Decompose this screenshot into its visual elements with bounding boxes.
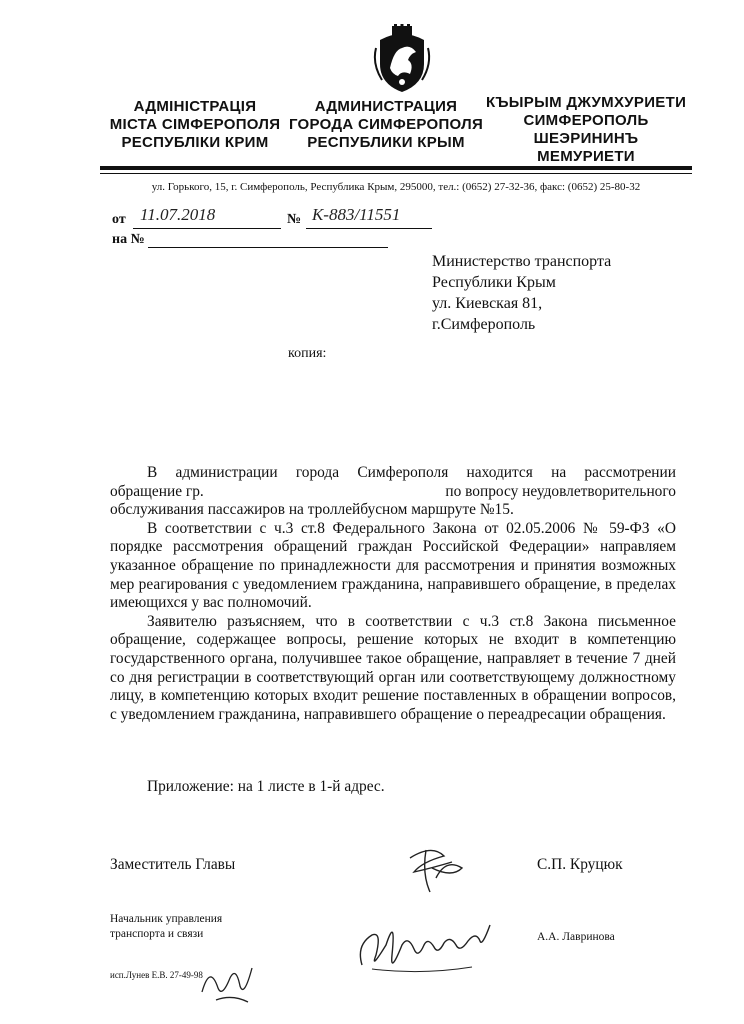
deputy-name: С.П. Круцюк	[537, 856, 623, 873]
header-crimean-tatar-line: МЕМУРИЕТИ	[537, 148, 635, 165]
header-ukrainian-line: МІСТА СІМФЕРОПОЛЯ	[109, 116, 281, 133]
paragraph-1-line-2-end: по вопросу неудовлетворительного	[445, 482, 676, 500]
recipient-line: Министерство транспорта	[432, 253, 612, 270]
header-russian	[288, 98, 484, 152]
header-ukrainian-line: АДМІНІСТРАЦІЯ	[133, 98, 257, 115]
outgoing-number: К-883/11551	[312, 205, 401, 224]
attachment-note: Приложение: на 1 листе в 1-й адрес.	[147, 778, 385, 795]
outgoing-date: 11.07.2018	[140, 205, 216, 224]
date-underline	[133, 228, 281, 229]
header-russian-line: АДМИНИСТРАЦИЯ	[314, 98, 458, 115]
header-rule-thin	[100, 173, 692, 174]
recipient-line: ул. Киевская 81,	[432, 295, 543, 312]
letter-body	[110, 464, 676, 724]
head-title	[110, 912, 222, 942]
header-crimean-tatar-line: ШЕЭРИНИНЪ	[533, 130, 639, 147]
paragraph-1-line-1: В администрации города Симферополя находится на рассмотрении	[147, 464, 676, 481]
on-number-underline	[148, 247, 388, 248]
head-name: А.А. Лавринова	[537, 931, 615, 943]
deputy-signature	[392, 838, 472, 898]
address-line: ул. Горького, 15, г. Симферополь, Республика Крым, 295000, тел.: (0652) 27-32-36, факс: (0652) 25-80-32	[151, 181, 641, 193]
header-crimean-tatar-line: КЪЫРЫМ ДЖУМХУРИЕТИ	[486, 94, 687, 111]
paragraph-1-line-2-start: обращение гр.	[110, 482, 204, 500]
header-crimean-tatar	[486, 94, 686, 166]
deputy-title: Заместитель Главы	[110, 856, 236, 873]
recipient-block	[432, 251, 611, 335]
head-title-line: Начальник управления	[110, 913, 223, 925]
head-title-line: транспорта и связи	[110, 928, 204, 940]
executor-initials-signature	[196, 958, 256, 1008]
executor-note: исп.Лунев Е.В. 27-49-98	[110, 970, 203, 980]
recipient-line: Республики Крым	[432, 274, 556, 291]
from-label: от	[112, 212, 126, 227]
number-underline	[306, 228, 432, 229]
number-label: №	[287, 212, 302, 227]
header-crimean-tatar-line: СИМФЕРОПОЛЬ	[523, 112, 649, 129]
crimea-coat-of-arms-emblem	[370, 24, 434, 94]
paragraph-2: В соответствии с ч.3 ст.8 Федерального Закона от 02.05.2006 № 59-ФЗ «О порядке рассмотрения обращений граждан Российской Федерации» направляем указанное обращение по принадлежности для рассмотрения и принятия возможных мер реагирования с уведомлением гражданина, направившего обращение, в пределах имеющихся у вас полномочий.	[110, 519, 676, 612]
header-rule-thick	[100, 166, 692, 170]
header-russian-line: ГОРОДА СИМФЕРОПОЛЯ	[288, 116, 484, 133]
paragraph-3: Заявителю разъясняем, что в соответствии с ч.3 ст.8 Закона письменное обращение, содержащее вопросы, решение которых не входит в компетенцию государственного органа, получившее такое обращение, направляет в течение 7 дней со дня регистрации в соответствующий орган или соответствующему должностному лицу, в компетенцию которых входит решение поставленных в обращении вопросов, с уведомлением гражданина, направившего обращение о переадресации обращения.	[110, 612, 676, 723]
header-russian-line: РЕСПУБЛИКИ КРЫМ	[307, 134, 465, 151]
paragraph-1-line-3: обслуживания пассажиров на троллейбусном маршруте №15.	[110, 501, 514, 519]
head-signature	[352, 905, 512, 985]
on-number-label: на №	[112, 232, 145, 247]
header-ukrainian	[100, 98, 290, 152]
recipient-line: г.Симферополь	[432, 316, 536, 333]
copy-label: копия:	[288, 346, 327, 361]
paragraph-1-line-2	[110, 483, 676, 502]
header-ukrainian-line: РЕСПУБЛІКИ КРИМ	[121, 134, 269, 151]
